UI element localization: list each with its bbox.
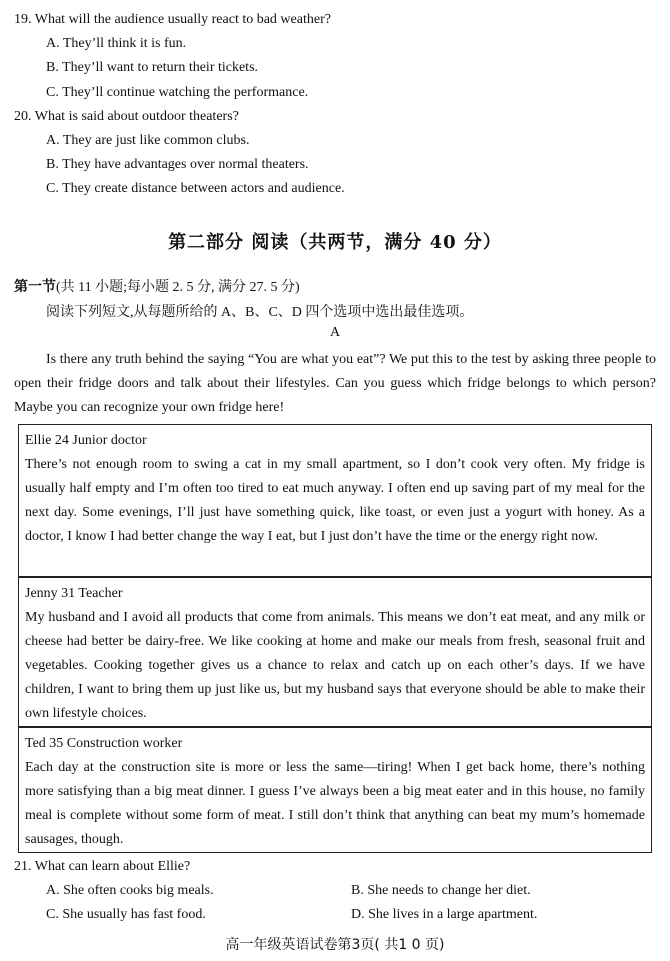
question-19-option-c: C. They’ll continue watching the performance. bbox=[46, 85, 309, 100]
profile-name: Ted 35 Construction worker bbox=[25, 736, 183, 751]
section-one-info: (共 11 小题;每小题 2. 5 分, 满分 27. 5 分) bbox=[56, 280, 300, 295]
profile-name: Jenny 31 Teacher bbox=[25, 586, 123, 601]
question-21-option-c: C. She usually has fast food. bbox=[46, 907, 206, 922]
question-19-option-a: A. They’ll think it is fun. bbox=[46, 36, 187, 51]
profile-jenny bbox=[18, 577, 652, 727]
question-20-option-a: A. They are just like common clubs. bbox=[46, 133, 250, 148]
question-19-stem: 19. What will the audience usually react to bad weather? bbox=[14, 12, 331, 27]
section-one-instruction: 阅读下列短文,从每题所给的 A、B、C、D 四个选项中选出最佳选项。 bbox=[46, 305, 474, 320]
profile-ellie bbox=[18, 424, 652, 577]
profile-text: Each day at the construction site is more or less the same—tiring! When I get back home, there’s nothing more satisfying than a big meat dinner. I guess I’ve always been a big meat eater and in this house, no family meal is complete without some form of meat. I still don’t think that anything can beat my mum’s homemade sausages, though. bbox=[25, 760, 645, 847]
part-two-title: 第二部分 阅读（共两节，满分 40 分） bbox=[168, 232, 502, 253]
profile-ted bbox=[18, 727, 652, 853]
question-21-stem: 21. What can learn about Ellie? bbox=[14, 859, 191, 874]
question-20-stem: 20. What is said about outdoor theaters? bbox=[14, 109, 239, 124]
question-19-option-b: B. They’ll want to return their tickets. bbox=[46, 60, 259, 75]
profile-text: There’s not enough room to swing a cat in my small apartment, so I don’t cook very often. My fridge is usually half empty and I’m often too tired to eat much anyway. I often end up saving part of my meal for the next day. Some evenings, I’ll just have something quick, like toast, or even just a yogurt with honey. As a doctor, I know I had better change the way I eat, but I just don’t have the time or the energy right now. bbox=[25, 457, 645, 544]
question-21-option-d: D. She lives in a large apartment. bbox=[351, 907, 538, 922]
section-one-heading bbox=[14, 276, 300, 296]
question-20-option-c: C. They create distance between actors and audience. bbox=[46, 181, 345, 196]
question-21-option-b: B. She needs to change her diet. bbox=[351, 883, 531, 898]
section-one-label: 第一节 bbox=[14, 280, 56, 295]
passage-letter: A bbox=[329, 325, 341, 340]
passage-intro: Is there any truth behind the saying “You are what you eat”? We put this to the test by asking three people to open their fridge doors and talk about their lifestyles. Can you guess which fridge belongs to which person? Maybe you can recognize your own fridge here! bbox=[14, 352, 656, 415]
question-21-option-a: A. She often cooks big meals. bbox=[46, 883, 214, 898]
profile-text: My husband and I avoid all products that come from animals. This means we don’t eat meat, and any milk or cheese had better be dairy-free. We like cooking at home and make our meals from fresh, seasonal fruit and vegetables. Cooking together gives us a chance to relax and catch up on each other’s days. If we have children, I want to bring them up just like us, but my husband says that everyone should be able to make their own lifestyle choices. bbox=[25, 610, 645, 721]
page-footer: 高一年级英语试卷第3页( 共1 0 页) bbox=[225, 937, 445, 953]
profile-name: Ellie 24 Junior doctor bbox=[25, 433, 147, 448]
question-20-option-b: B. They have advantages over normal theaters. bbox=[46, 157, 309, 172]
